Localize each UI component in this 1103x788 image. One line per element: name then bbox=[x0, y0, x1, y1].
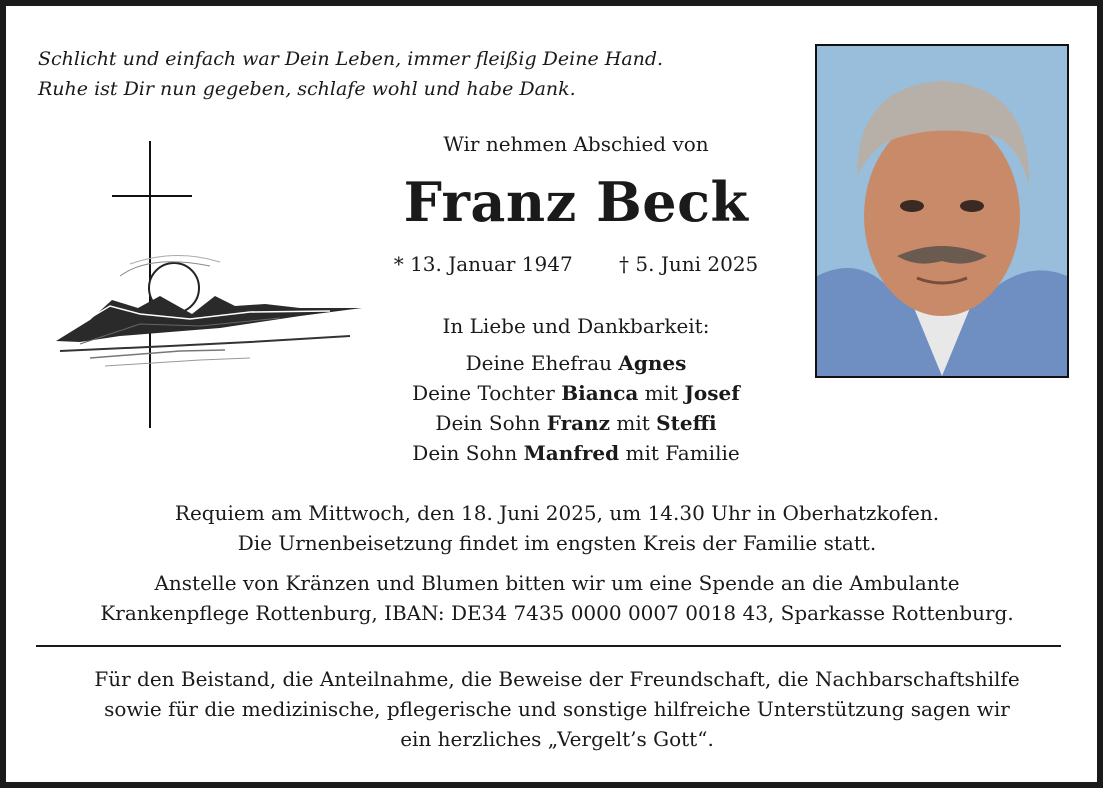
family-line: Dein Sohn Manfred mit Familie bbox=[412, 441, 740, 465]
divider bbox=[36, 645, 1061, 647]
closing-thanks bbox=[30, 664, 1084, 754]
family-line: Deine Ehefrau Agnes bbox=[465, 351, 687, 375]
requiem-line-2: Die Urnenbeisetzung findet im engsten Kreis der Familie statt. bbox=[237, 531, 877, 555]
thanks-heading: In Liebe und Dankbarkeit: bbox=[442, 314, 710, 338]
donation-line-1: Anstelle von Kränzen und Blumen bitten wir um eine Spende an die Ambulante bbox=[154, 571, 960, 595]
death-date: † 5. Juni 2025 bbox=[619, 252, 759, 276]
verse-line-2: Ruhe ist Dir nun gegeben, schlafe wohl und habe Dank. bbox=[38, 78, 576, 100]
requiem-line-1: Requiem am Mittwoch, den 18. Juni 2025, um 14.30 Uhr in Oberhatzkofen. bbox=[174, 501, 940, 525]
memorial-verse bbox=[38, 44, 663, 104]
family-line: Deine Tochter Bianca mit Josef bbox=[412, 381, 740, 405]
portrait-image bbox=[817, 46, 1067, 376]
farewell-intro: Wir nehmen Abschied von bbox=[443, 132, 709, 156]
family-line: Dein Sohn Franz mit Steffi bbox=[435, 411, 717, 435]
verse-line-1: Schlicht und einfach war Dein Leben, immer fleißig Deine Hand. bbox=[38, 48, 664, 70]
birth-date: * 13. Januar 1947 bbox=[393, 252, 573, 276]
requiem-info bbox=[30, 498, 1084, 558]
closing-line-1: Für den Beistand, die Anteilnahme, die Beweise der Freundschaft, die Nachbarschaftshilfe bbox=[94, 667, 1020, 691]
closing-line-2: sowie für die medizinische, pflegerische und sonstige hilfreiche Unterstützung sagen wir bbox=[104, 697, 1010, 721]
donation-line-2: Krankenpflege Rottenburg, IBAN: DE34 7435 0000 0007 0018 43, Sparkasse Rottenburg. bbox=[100, 601, 1014, 625]
donation-info bbox=[30, 568, 1084, 628]
life-dates bbox=[336, 252, 816, 276]
deceased-name: Franz Beck bbox=[403, 170, 749, 234]
family-list bbox=[336, 348, 816, 468]
cross-sun-mountains-icon bbox=[50, 136, 370, 436]
closing-line-3: ein herzliches „Vergelt’s Gott“. bbox=[400, 727, 714, 751]
portrait-photo bbox=[815, 44, 1069, 378]
